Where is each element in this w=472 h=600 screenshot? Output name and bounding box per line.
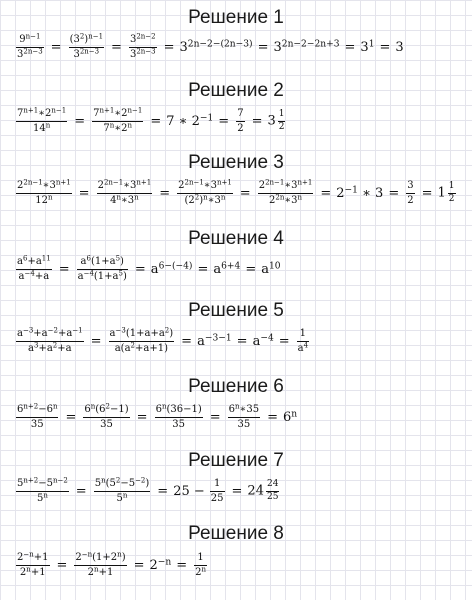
fraction: $\frac{3}{2}$ — [407, 180, 414, 206]
solution-5 — [0, 299, 472, 323]
result: 6$^n$ — [282, 408, 298, 425]
solution-heading: Решение 2 — [188, 80, 284, 101]
solution-heading: Решение 7 — [188, 450, 284, 471]
term: $a^{6-(-4)}$ — [150, 260, 193, 277]
solution-3 — [0, 151, 472, 175]
solution-2 — [0, 79, 472, 103]
equation-8: $\frac{2^{-n}+1}{2^n+1}$ = $\frac{2^{-n}(1+2^n)}{2^n+1}$ = $2^{-n}$ = $\frac{1}{2^n}$ — [17, 550, 207, 578]
fraction: $\frac{6^n(6^2-1)}{35}$ — [84, 402, 129, 430]
fraction: $\frac{2^{2n-1}∗3^{n+1}}{2^{2n}∗3^n}$ — [258, 178, 313, 206]
fraction: $\frac{a^6(1+a^5)}{a^{-4}(1+a^5)}$ — [77, 254, 127, 282]
solution-heading: Решение 5 — [188, 300, 284, 321]
term: $3^{2n-2-2n+3}$ — [273, 38, 340, 55]
term: $a^{6+4}$ — [213, 260, 241, 277]
solution-7 — [0, 449, 472, 473]
fraction: $\frac{2^{2n-1}∗3^{n+1}}{12^n}$ — [17, 178, 71, 206]
solution-heading: Решение 3 — [188, 152, 284, 173]
equation-1: $\frac{9^{n-1}}{3^{2n-3}}$ = $\frac{(3^2)^{n-1}}{3^{2n-3}}$ = $\frac{3^{2n-2}}{3^{2n-3}}$ = $3^{2n-2-(2n-3)}$ = $3^{2n-2-2n+3}$ = $3^1$ = 3 — [17, 32, 404, 60]
term: 25 − — [173, 483, 205, 499]
term: $2^{-n}$ — [149, 556, 172, 573]
solution-heading: Решение 1 — [188, 7, 284, 28]
fraction: $\frac{a^6+a^{11}}{a^{-4}+a}$ — [17, 254, 51, 282]
term: $a^{-4}$ — [252, 332, 274, 349]
fraction: $\frac{2^{-n}+1}{2^n+1}$ — [17, 550, 49, 578]
fraction: $\frac{(3^2)^{n-1}}{3^{2n-3}}$ — [69, 32, 104, 60]
fraction: $\frac{7}{2}$ — [237, 108, 244, 134]
fraction: $\frac{1}{25}$ — [210, 478, 224, 504]
fraction: $\frac{7^{n+1}∗2^{n-1}}{7^n∗2^n}$ — [93, 106, 143, 134]
term: $3^{2n-2-(2n-3)}$ — [179, 38, 253, 55]
solution-4 — [0, 227, 472, 251]
solution-1 — [0, 6, 472, 30]
solution-6 — [0, 375, 472, 399]
fraction: $\frac{5^n(5^2-5^{-2})}{5^n}$ — [94, 476, 150, 504]
solution-heading: Решение 6 — [188, 376, 284, 397]
equation-3: $\frac{2^{2n-1}∗3^{n+1}}{12^n}$ = $\frac{2^{2n-1}∗3^{n+1}}{4^n∗3^n}$ = $\frac{2^{2n-1}∗3^{n+1}}{(2^2)^n∗3^n}$ = $\frac{2^{2n-1}∗3^{n+1}}{2^{2n}∗3^n}$ = $2^{-1}$ ∗ 3 = $\frac{3}{2}$ = 1 $\frac{1}{2}$ — [14, 180, 458, 206]
fraction: $\frac{2^{2n-1}∗3^{n+1}}{4^n∗3^n}$ — [97, 178, 152, 206]
term: $2^{-1}$ ∗ 3 — [336, 184, 384, 201]
result: $a^{10}$ — [261, 260, 281, 277]
fraction: $\frac{1}{2^n}$ — [195, 552, 207, 578]
equation-5: $\frac{a^{-3}+a^{-2}+a^{-1}}{a^3+a^2+a}$ = $\frac{a^{-3}(1+a+a^2)}{a(a^2+a+1)}$ = $a^{-3-1}$ = $a^{-4}$ = $\frac{1}{a^4}$ — [17, 326, 309, 354]
fraction: $\frac{a^{-3}(1+a+a^2)}{a(a^2+a+1)}$ — [109, 326, 174, 354]
result: 3 — [395, 39, 404, 55]
equation-7: $\frac{5^{n+2}-5^{n-2}}{5^n}$ = $\frac{5^n(5^2-5^{-2})}{5^n}$ = 25 − $\frac{1}{25}$ = 24 $\frac{24}{25}$ — [14, 478, 281, 504]
fraction: $\frac{5^{n+2}-5^{n-2}}{5^n}$ — [17, 476, 68, 504]
fraction: $\frac{a^{-3}+a^{-2}+a^{-1}}{a^3+a^2+a}$ — [17, 326, 83, 354]
fraction: $\frac{2^{2n-1}∗3^{n+1}}{(2^2)^n∗3^n}$ — [178, 178, 232, 206]
solution-heading: Решение 4 — [188, 228, 284, 249]
fraction: $\frac{6^n(36-1)}{35}$ — [155, 402, 202, 430]
solution-8 — [0, 522, 472, 546]
fraction: $\frac{2^{-n}(1+2^n)}{2^n+1}$ — [75, 550, 126, 578]
term: $3^1$ — [360, 38, 375, 55]
equation-6: $\frac{6^{n+2}-6^n}{35}$ = $\frac{6^n(6^2-1)}{35}$ = $\frac{6^n(36-1)}{35}$ = $\frac{6^n∗35}{35}$ = 6$^n$ — [17, 402, 298, 430]
mixed-number: 3 $\frac{1}{2}$ — [267, 109, 285, 132]
term: 7 ∗ $2^{-1}$ — [166, 112, 214, 129]
fraction: $\frac{7^{n+1}∗2^{n-1}}{14^n}$ — [17, 106, 67, 134]
fraction: $\frac{3^{2n-2}}{3^{2n-3}}$ — [129, 32, 156, 60]
fraction: $\frac{6^{n+2}-6^n}{35}$ — [17, 402, 58, 430]
mixed-number: 24 $\frac{24}{25}$ — [247, 479, 279, 502]
equation-2: $\frac{7^{n+1}∗2^{n-1}}{14^n}$ = $\frac{7^{n+1}∗2^{n-1}}{7^n∗2^n}$ = 7 ∗ $2^{-1}$ = $\frac{7}{2}$ = 3 $\frac{1}{2}$ — [14, 108, 287, 134]
fraction: $\frac{1}{a^4}$ — [297, 328, 309, 354]
mixed-number: 1 $\frac{1}{2}$ — [437, 181, 455, 204]
solution-heading: Решение 8 — [188, 523, 284, 544]
fraction: $\frac{9^{n-1}}{3^{2n-3}}$ — [17, 32, 43, 60]
equation-4: $\frac{a^6+a^{11}}{a^{-4}+a}$ = $\frac{a^6(1+a^5)}{a^{-4}(1+a^5)}$ = $a^{6-(-4)}$ = $a^{6+4}$ = $a^{10}$ — [17, 254, 281, 282]
fraction: $\frac{6^n∗35}{35}$ — [228, 402, 260, 430]
term: $a^{-3-1}$ — [197, 332, 232, 349]
